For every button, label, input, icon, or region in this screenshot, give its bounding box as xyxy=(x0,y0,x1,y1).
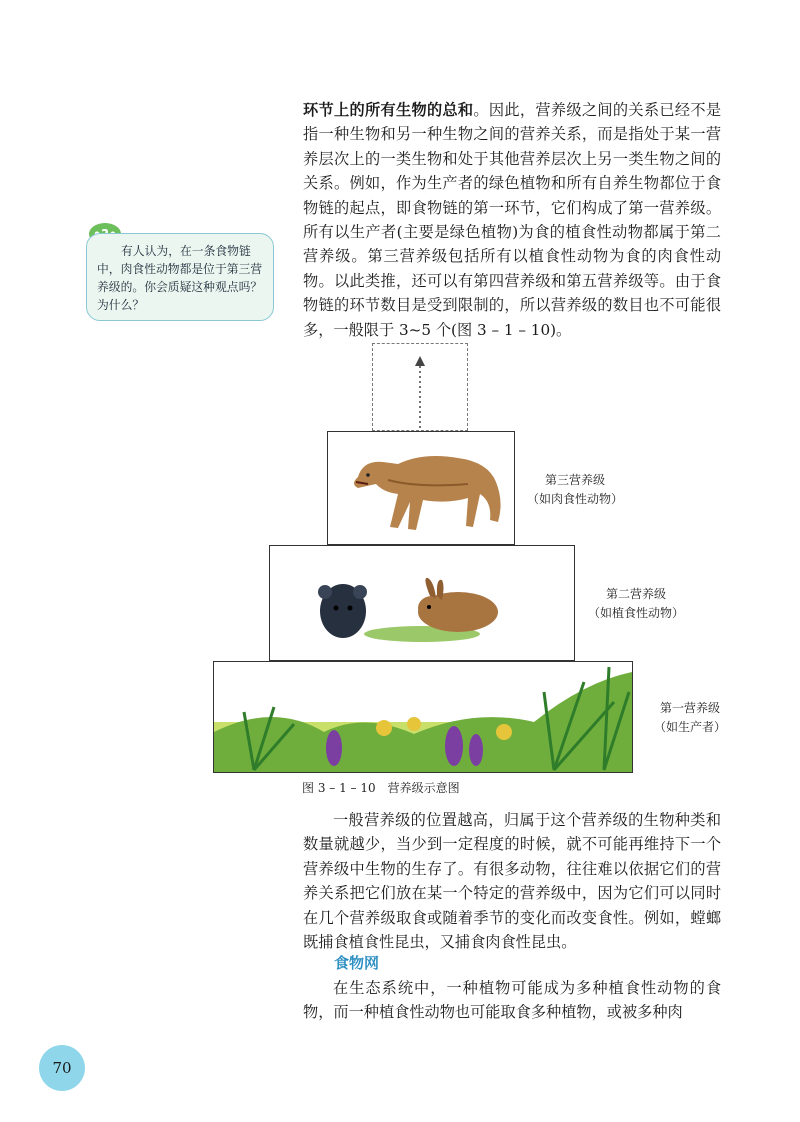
sidebar-question-note xyxy=(86,233,274,321)
tier-3-label xyxy=(517,471,633,509)
paragraph-1-lead: 环节上的所有生物的总和 xyxy=(303,101,474,119)
paragraph-2: 一般营养级的位置越高，归属于这个营养级的生物种类和数量就越少，当少到一定程度的时候，就不可能再维持下一个营养级中生物的生存了。有很多动物，往往难以依据它们的营养关系把它们放在某一个特定的营养级中，因为它们可以同时在几个营养级取食或随着季节的变化而改变食性。例如，螳螂既捕食植食性昆虫，又捕食肉食性昆虫。 xyxy=(303,811,721,952)
wolf-icon xyxy=(328,432,514,544)
tier-1-label-name: 第一营养级 xyxy=(659,701,720,715)
page-number-text: 70 xyxy=(52,1059,72,1077)
tier-3-label-name: 第三营养级 xyxy=(544,473,605,487)
section-heading-food-web: 食物网 xyxy=(334,954,380,972)
rabbit-icon xyxy=(364,578,498,642)
plants-icon xyxy=(214,662,632,772)
page-number xyxy=(39,1045,85,1091)
tier-2-label-example: （如植食性动物） xyxy=(587,606,684,620)
pyramid-upper-dashed-tier xyxy=(372,343,468,431)
tier-2-label xyxy=(578,585,694,623)
paragraph-1-rest: 。因此，营养级之间的关系已经不是指一种生物和另一种生物之间的营养关系，而是指处于某一营养层次上的一类生物和处于其他营养层次上另一类生物之间的关系。例如，作为生产者的绿色植物和所有自养生物都位于食物链的起点，即食物链的第一环节，它们构成了第一营养级。所有以生产者(主要是绿色植物)为食的植食性动物都属于第二营养级。第三营养级包括所有以植食性动物为食的肉食性动物。以此类推，还可以有第四营养级和第五营养级等。由于食物链的环节数目是受到限制的，所以营养级的数目也不可能很多，一般限于 3~5 个(图 3 – 1 – 10)。 xyxy=(303,101,722,339)
tier-3-label-example: （如肉食性动物） xyxy=(526,492,623,506)
paragraph-1 xyxy=(303,98,721,342)
paragraph-3: 在生态系统中，一种植物可能成为多种植食性动物的食物，而一种植食性动物也可能取食多种植物，或被多种肉 xyxy=(303,979,721,1022)
tier-1-label xyxy=(640,699,740,737)
pyramid-tier-2 xyxy=(269,545,575,661)
pyramid-tier-1 xyxy=(213,661,633,773)
mouse-icon xyxy=(318,584,367,638)
figure-caption: 图 3 – 1 – 10 营养级示意图 xyxy=(302,781,460,795)
pyramid-tier-3 xyxy=(327,431,515,545)
sidebar-note-text: 有人认为，在一条食物链中，肉食性动物都是位于第三营养级的。你会质疑这种观点吗？为什么？ xyxy=(97,244,263,312)
tier-2-label-name: 第二营养级 xyxy=(605,587,666,601)
mouse-and-rabbit-icon xyxy=(270,546,574,660)
tier-1-label-example: （如生产者） xyxy=(653,720,726,734)
